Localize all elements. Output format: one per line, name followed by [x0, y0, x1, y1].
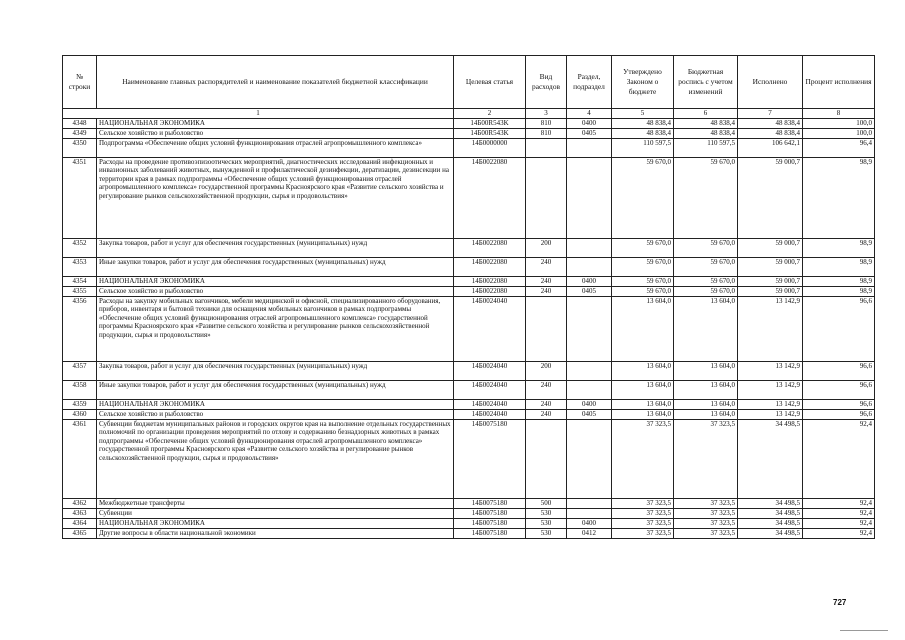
cell-row-no: 4363 [63, 508, 97, 518]
cell-approved: 13 604,0 [612, 380, 674, 399]
cell-target: 14Б0075180 [454, 419, 526, 498]
cell-approved: 59 670,0 [612, 238, 674, 257]
cell-percent: 92,4 [803, 508, 875, 518]
cell-budget-list: 37 323,5 [674, 419, 738, 498]
table-row [63, 128, 875, 138]
cell-percent: 98,9 [803, 238, 875, 257]
table-row [63, 286, 875, 296]
cell-name: Сельское хозяйство и рыболовство [97, 409, 454, 419]
cell-budget-list: 59 670,0 [674, 157, 738, 238]
cell-budget-list: 37 323,5 [674, 508, 738, 518]
cell-row-no: 4364 [63, 518, 97, 528]
cell-budget-list: 110 597,5 [674, 138, 738, 157]
cell-section: 0400 [567, 118, 612, 128]
cell-section [567, 238, 612, 257]
cell-name: Закупка товаров, работ и услуг для обеспечения государственных (муниципальных) нужд [97, 238, 454, 257]
cell-target: 14Б0022080 [454, 157, 526, 238]
cell-percent: 92,4 [803, 419, 875, 498]
cell-row-no: 4354 [63, 276, 97, 286]
table-row [63, 528, 875, 538]
cell-section [567, 508, 612, 518]
cell-section [567, 419, 612, 498]
cell-percent: 96,6 [803, 409, 875, 419]
cell-name: Сельское хозяйство и рыболовство [97, 286, 454, 296]
cell-section: 0405 [567, 286, 612, 296]
cell-target: 14Б0022080 [454, 257, 526, 276]
table-row [63, 419, 875, 498]
cell-executed: 34 498,5 [738, 498, 803, 508]
column-number: 1 [63, 109, 454, 119]
scan-mark [840, 630, 888, 631]
table-row [63, 380, 875, 399]
cell-name: Иные закупки товаров, работ и услуг для обеспечения государственных (муниципальных) нужд [97, 380, 454, 399]
cell-percent: 98,9 [803, 286, 875, 296]
cell-target: 14Б00R543K [454, 128, 526, 138]
cell-name: Расходы на закупку мобильных вагончиков, мебели медицинской и офисной, специализированного оборудования, приборов, инвентаря и бытовой техники для оснащения мобильных вагончиков в рамках подпрограммы «Обеспечение общих условий функционирования отраслей агропромышленного комплекса» государственной программы Красноярского края «Развитие сельского хозяйства и регулирование рынков сельскохозяйственной продукции, сырья и продовольствия» [97, 296, 454, 361]
header-row-no: № строки [63, 56, 97, 109]
cell-target: 14Б0024040 [454, 409, 526, 419]
header-kind: Вид расходов [526, 56, 567, 109]
cell-budget-list: 13 604,0 [674, 399, 738, 409]
cell-row-no: 4350 [63, 138, 97, 157]
cell-name: Межбюджетные трансферты [97, 498, 454, 508]
cell-row-no: 4361 [63, 419, 97, 498]
cell-row-no: 4357 [63, 361, 97, 380]
table-row [63, 498, 875, 508]
cell-section: 0405 [567, 128, 612, 138]
cell-executed: 34 498,5 [738, 518, 803, 528]
cell-approved: 13 604,0 [612, 409, 674, 419]
cell-target: 14Б0075180 [454, 528, 526, 538]
cell-row-no: 4355 [63, 286, 97, 296]
cell-percent: 92,4 [803, 528, 875, 538]
cell-approved: 37 323,5 [612, 419, 674, 498]
cell-section [567, 380, 612, 399]
cell-row-no: 4351 [63, 157, 97, 238]
cell-name: НАЦИОНАЛЬНАЯ ЭКОНОМИКА [97, 118, 454, 128]
cell-budget-list: 59 670,0 [674, 276, 738, 286]
header-name: Наименование главных распорядителей и наименование показателей бюджетной классификации [97, 56, 454, 109]
column-number: 6 [674, 109, 738, 119]
cell-target: 14Б0022080 [454, 238, 526, 257]
cell-budget-list: 13 604,0 [674, 409, 738, 419]
cell-percent: 96,6 [803, 361, 875, 380]
header-budget-list: Бюджетная роспись с учетом изменений [674, 56, 738, 109]
cell-name: НАЦИОНАЛЬНАЯ ЭКОНОМИКА [97, 276, 454, 286]
cell-approved: 37 323,5 [612, 528, 674, 538]
cell-executed: 13 142,9 [738, 296, 803, 361]
cell-name: Иные закупки товаров, работ и услуг для обеспечения государственных (муниципальных) нужд [97, 257, 454, 276]
header-approved: Утверждено Законом о бюджете [612, 56, 674, 109]
cell-kind: 240 [526, 399, 567, 409]
cell-name: НАЦИОНАЛЬНАЯ ЭКОНОМИКА [97, 518, 454, 528]
cell-approved: 37 323,5 [612, 518, 674, 528]
cell-budget-list: 37 323,5 [674, 518, 738, 528]
page-number: 727 [833, 598, 847, 607]
cell-name: Субвенции бюджетам муниципальных районов и городских округов края на выполнение отдельных государственных полномочий по организации проведения мероприятий по отлову и содержанию безнадзорных животных в рамках подпрограммы «Обеспечение общих условий функционирования отраслей агропромышленного комплекса» государственной программы Красноярского края «Развитие сельского хозяйства и регулирование рынков сельскохозяйственной продукции, сырья и продовольствия» [97, 419, 454, 498]
cell-approved: 37 323,5 [612, 508, 674, 518]
cell-executed: 13 142,9 [738, 399, 803, 409]
cell-kind: 530 [526, 508, 567, 518]
cell-executed: 48 838,4 [738, 118, 803, 128]
cell-executed: 13 142,9 [738, 380, 803, 399]
header-executed: Исполнено [738, 56, 803, 109]
table-row [63, 361, 875, 380]
cell-row-no: 4360 [63, 409, 97, 419]
cell-section [567, 361, 612, 380]
cell-target: 14Б0024040 [454, 399, 526, 409]
cell-kind [526, 419, 567, 498]
table-row [63, 157, 875, 238]
cell-approved: 13 604,0 [612, 296, 674, 361]
cell-section: 0405 [567, 409, 612, 419]
cell-budget-list: 48 838,4 [674, 118, 738, 128]
cell-target: 14Б0075180 [454, 498, 526, 508]
cell-target: 14Б0024040 [454, 380, 526, 399]
table-row [63, 238, 875, 257]
table-row [63, 508, 875, 518]
cell-approved: 13 604,0 [612, 399, 674, 409]
header-target: Целевая статья [454, 56, 526, 109]
cell-row-no: 4365 [63, 528, 97, 538]
cell-name: Расходы на проведение противоэпизоотических мероприятий, диагностических исследований инфекционных и инвазионных заболеваний животных, вынужденной и профилактической дезинфекции, дератизации, дезинсекции на территории края в рамках подпрограммы «Обеспечение общих условий функционирования отраслей агропромышленного комплекса» государственной программы Красноярского края «Развитие сельского хозяйства и регулирование рынков сельскохозяйственной продукции, сырья и продовольствия» [97, 157, 454, 238]
table-row [63, 518, 875, 528]
cell-name: Подпрограмма «Обеспечение общих условий функционирования отраслей агропромышленного комплекса» [97, 138, 454, 157]
cell-kind: 530 [526, 518, 567, 528]
cell-budget-list: 59 670,0 [674, 257, 738, 276]
column-number: 7 [738, 109, 803, 119]
cell-executed: 13 142,9 [738, 361, 803, 380]
cell-percent: 96,6 [803, 296, 875, 361]
cell-section [567, 296, 612, 361]
cell-budget-list: 13 604,0 [674, 361, 738, 380]
cell-percent: 96,6 [803, 380, 875, 399]
cell-executed: 59 000,7 [738, 286, 803, 296]
cell-executed: 48 838,4 [738, 128, 803, 138]
cell-target: 14Б0022080 [454, 286, 526, 296]
cell-kind: 200 [526, 238, 567, 257]
cell-percent: 98,9 [803, 157, 875, 238]
cell-budget-list: 59 670,0 [674, 286, 738, 296]
cell-percent: 92,4 [803, 498, 875, 508]
cell-row-no: 4353 [63, 257, 97, 276]
cell-budget-list: 48 838,4 [674, 128, 738, 138]
cell-executed: 106 642,1 [738, 138, 803, 157]
cell-executed: 34 498,5 [738, 508, 803, 518]
table-header-row [63, 56, 875, 109]
cell-row-no: 4358 [63, 380, 97, 399]
cell-section [567, 138, 612, 157]
cell-row-no: 4362 [63, 498, 97, 508]
cell-kind [526, 296, 567, 361]
cell-kind [526, 157, 567, 238]
header-percent: Процент исполнения [803, 56, 875, 109]
table-row [63, 276, 875, 286]
cell-executed: 59 000,7 [738, 238, 803, 257]
cell-percent: 96,6 [803, 399, 875, 409]
column-number: 8 [803, 109, 875, 119]
column-number: 3 [526, 109, 567, 119]
table-row [63, 296, 875, 361]
cell-name: Закупка товаров, работ и услуг для обеспечения государственных (муниципальных) нужд [97, 361, 454, 380]
cell-executed: 13 142,9 [738, 409, 803, 419]
cell-section [567, 257, 612, 276]
cell-approved: 37 323,5 [612, 498, 674, 508]
cell-row-no: 4356 [63, 296, 97, 361]
cell-kind: 240 [526, 276, 567, 286]
cell-row-no: 4359 [63, 399, 97, 409]
cell-kind [526, 138, 567, 157]
table-row [63, 409, 875, 419]
cell-executed: 34 498,5 [738, 419, 803, 498]
table-row [63, 138, 875, 157]
cell-section [567, 498, 612, 508]
cell-target: 14Б00R543K [454, 118, 526, 128]
cell-percent: 92,4 [803, 518, 875, 528]
cell-kind: 810 [526, 128, 567, 138]
cell-approved: 48 838,4 [612, 118, 674, 128]
column-number: 5 [612, 109, 674, 119]
cell-percent: 100,0 [803, 128, 875, 138]
cell-name: Субвенции [97, 508, 454, 518]
table-row [63, 118, 875, 128]
cell-percent: 100,0 [803, 118, 875, 128]
cell-target: 14Б0075180 [454, 518, 526, 528]
cell-row-no: 4349 [63, 128, 97, 138]
cell-budget-list: 37 323,5 [674, 498, 738, 508]
cell-name: НАЦИОНАЛЬНАЯ ЭКОНОМИКА [97, 399, 454, 409]
cell-executed: 59 000,7 [738, 257, 803, 276]
cell-approved: 13 604,0 [612, 361, 674, 380]
table-row [63, 399, 875, 409]
cell-kind: 240 [526, 409, 567, 419]
cell-percent: 96,4 [803, 138, 875, 157]
cell-approved: 59 670,0 [612, 276, 674, 286]
cell-approved: 59 670,0 [612, 286, 674, 296]
column-number-row [63, 109, 875, 119]
cell-name: Другие вопросы в области национальной экономики [97, 528, 454, 538]
cell-budget-list: 13 604,0 [674, 296, 738, 361]
cell-kind: 530 [526, 528, 567, 538]
cell-executed: 59 000,7 [738, 276, 803, 286]
cell-section: 0412 [567, 528, 612, 538]
cell-target: 14Б0024040 [454, 296, 526, 361]
cell-target: 14Б0075180 [454, 508, 526, 518]
cell-target: 14Б0022080 [454, 276, 526, 286]
cell-kind: 200 [526, 361, 567, 380]
cell-name: Сельское хозяйство и рыболовство [97, 128, 454, 138]
cell-approved: 59 670,0 [612, 257, 674, 276]
cell-budget-list: 37 323,5 [674, 528, 738, 538]
cell-kind: 240 [526, 286, 567, 296]
cell-target: 14Б0024040 [454, 361, 526, 380]
budget-table [62, 55, 875, 539]
cell-kind: 500 [526, 498, 567, 508]
column-number: 2 [454, 109, 526, 119]
table-row [63, 257, 875, 276]
column-number: 4 [567, 109, 612, 119]
cell-row-no: 4348 [63, 118, 97, 128]
cell-approved: 110 597,5 [612, 138, 674, 157]
cell-percent: 98,9 [803, 276, 875, 286]
cell-kind: 240 [526, 257, 567, 276]
cell-section [567, 157, 612, 238]
cell-budget-list: 13 604,0 [674, 380, 738, 399]
cell-executed: 59 000,7 [738, 157, 803, 238]
cell-percent: 98,9 [803, 257, 875, 276]
header-section: Раздел, подраздел [567, 56, 612, 109]
cell-approved: 59 670,0 [612, 157, 674, 238]
cell-target: 14Б0000000 [454, 138, 526, 157]
cell-kind: 810 [526, 118, 567, 128]
cell-kind: 240 [526, 380, 567, 399]
cell-approved: 48 838,4 [612, 128, 674, 138]
cell-section: 0400 [567, 518, 612, 528]
cell-budget-list: 59 670,0 [674, 238, 738, 257]
cell-executed: 34 498,5 [738, 528, 803, 538]
cell-section: 0400 [567, 276, 612, 286]
cell-row-no: 4352 [63, 238, 97, 257]
cell-section: 0400 [567, 399, 612, 409]
